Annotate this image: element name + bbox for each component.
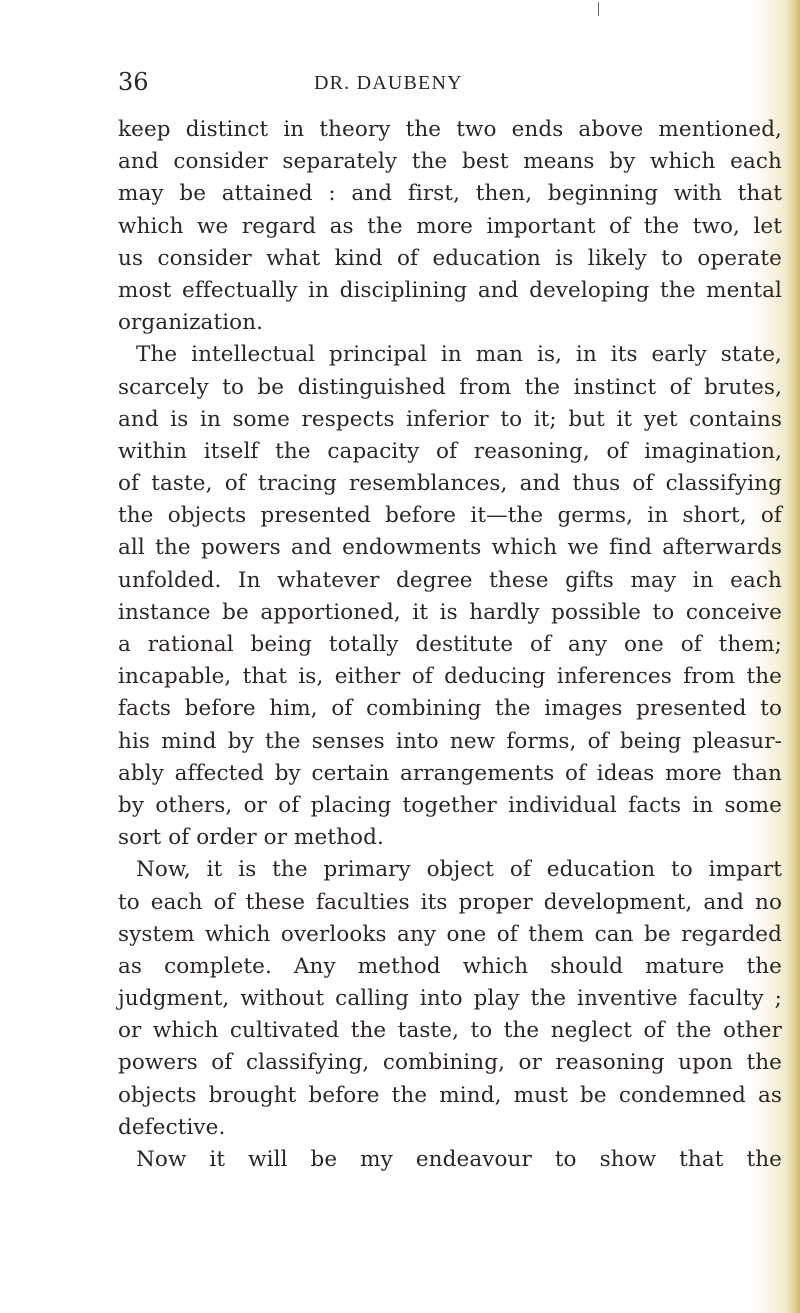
text-line: ably affected by certain arrangements of ideas more than <box>118 760 782 786</box>
text-line: and consider separately the best means by which each <box>118 149 782 175</box>
text-line: keep distinct in theory the two ends above mentioned, <box>118 117 782 142</box>
page-edge-shadow <box>786 0 800 1313</box>
text-line: incapable, that is, either of deducing inferences from the <box>118 664 782 690</box>
text-line: Now, it is the primary object of education to impart <box>136 857 782 883</box>
text-line: of taste, of tracing resemblances, and thus of classifying <box>118 471 782 497</box>
text-line: or which cultivated the taste, to the neglect of the other <box>118 1018 782 1044</box>
text-line: may be attained : and first, then, beginning with that <box>118 181 782 207</box>
text-line: to each of these faculties its proper development, and no <box>118 889 782 915</box>
page-header <box>118 68 678 104</box>
page-number: 36 <box>118 68 149 96</box>
text-line: his mind by the senses into new forms, of being pleasur- <box>118 728 782 754</box>
text-line: objects brought before the mind, must be condemned as <box>118 1082 782 1108</box>
text-line: judgment, without calling into play the inventive faculty ; <box>118 986 782 1012</box>
text-line: all the powers and endowments which we find afterwards <box>118 535 782 561</box>
text-line: facts before him, of combining the images presented to <box>118 696 782 722</box>
text-line: which we regard as the more important of the two, let <box>118 213 782 239</box>
text-line: scarcely to be distinguished from the instinct of brutes, <box>118 374 782 400</box>
text-line: most effectually in disciplining and developing the mental <box>118 277 782 303</box>
text-line: us consider what kind of education is likely to operate <box>118 245 782 271</box>
text-line: by others, or of placing together individual facts in some <box>118 792 782 818</box>
text-line: instance be apportioned, it is hardly possible to conceive <box>118 599 782 625</box>
text-line: unfolded. In whatever degree these gifts may in each <box>118 567 782 593</box>
text-line: as complete. Any method which should mature the <box>118 953 782 979</box>
text-line: powers of classifying, combining, or reasoning upon the <box>118 1050 782 1076</box>
text-line: the objects presented before it—the germs, in short, of <box>118 503 782 529</box>
text-line: Now it will be my endeavour to show that the <box>136 1147 782 1172</box>
text-line: The intellectual principal in man is, in its early state, <box>136 342 782 368</box>
text-line: sort of order or method. <box>118 825 384 851</box>
text-line: organization. <box>118 310 264 336</box>
text-line: defective. <box>118 1114 226 1140</box>
print-mark <box>598 2 599 16</box>
text-line: within itself the capacity of reasoning, of imagination, <box>118 438 782 464</box>
body-text <box>118 114 782 1176</box>
text-line: a rational being totally destitute of any one of them; <box>118 632 782 657</box>
text-line: system which overlooks any one of them can be regarded <box>118 921 782 947</box>
running-head: DR. DAUBENY <box>314 72 463 94</box>
text-line: and is in some respects inferior to it; but it yet contains <box>118 406 782 432</box>
